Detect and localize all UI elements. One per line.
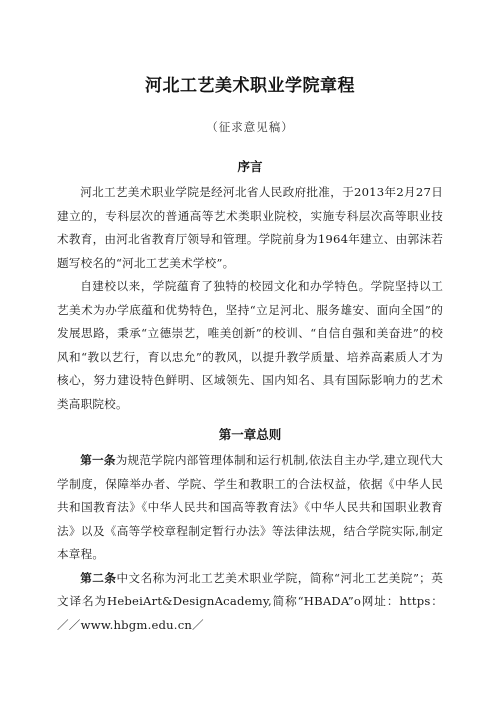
article-2-label: 第二条 [80,570,117,585]
chapter-1-heading: 第一章总则 [218,427,282,442]
article-2 [57,567,443,638]
document-title: 河北工艺美术职业学院章程 [145,76,355,96]
article-2-text: 中文名称为河北工艺美术职业学院，简称“河北工艺美院”；英文译名为HebeiArt&DesignAcademy,简称“HBADA”o网址：https：／／www.hbgm.edu.cn／ [57,570,443,632]
document-subtitle: （征求意见稿） [206,120,294,134]
article-1-text: 为规范学院内部管理体制和运行机制,依法自主办学,建立现代大学制度，保障举办者、学院、学生和教职工的合法权益，依据《中华人民共和国教育法》《中华人民共和国高等教育法》《中华人民共和国职业教育法》以及《高等学校章程制定暂行办法》等法律法规，结合学院实际,制定本章程。 [57,453,443,561]
article-1-label: 第一条 [80,453,116,467]
preface-paragraph-1: 河北工艺美术职业学院是经河北省人民政府批准，于2013年2月27日建立的，专科层次的普通高等艺术类职业院校，实施专科层次高等职业技术教育，由河北省教育厅领导和管理。学院前身为1964年建立、由郭沫若题写校名的“河北工艺美术学校”。 [57,185,443,270]
preface-heading: 序言 [237,159,263,174]
preface-paragraph-2: 自建校以来，学院蕴育了独特的校园文化和办学特色。学院坚持以工艺美术为办学底蕴和优势特色，坚持“立足河北、服务雄安、面向全国”的发展思路，秉承“立德崇艺，唯美创新”的校训、“自信自强和美奋进”的校风和“教以艺行，育以忠允”的教风，以提升教学质量、培养高素质人才为核心，努力建设特色鲜明、区域领先、国内知名、具有国际影响力的艺术类高职院校。 [57,279,443,411]
article-1 [57,449,443,567]
